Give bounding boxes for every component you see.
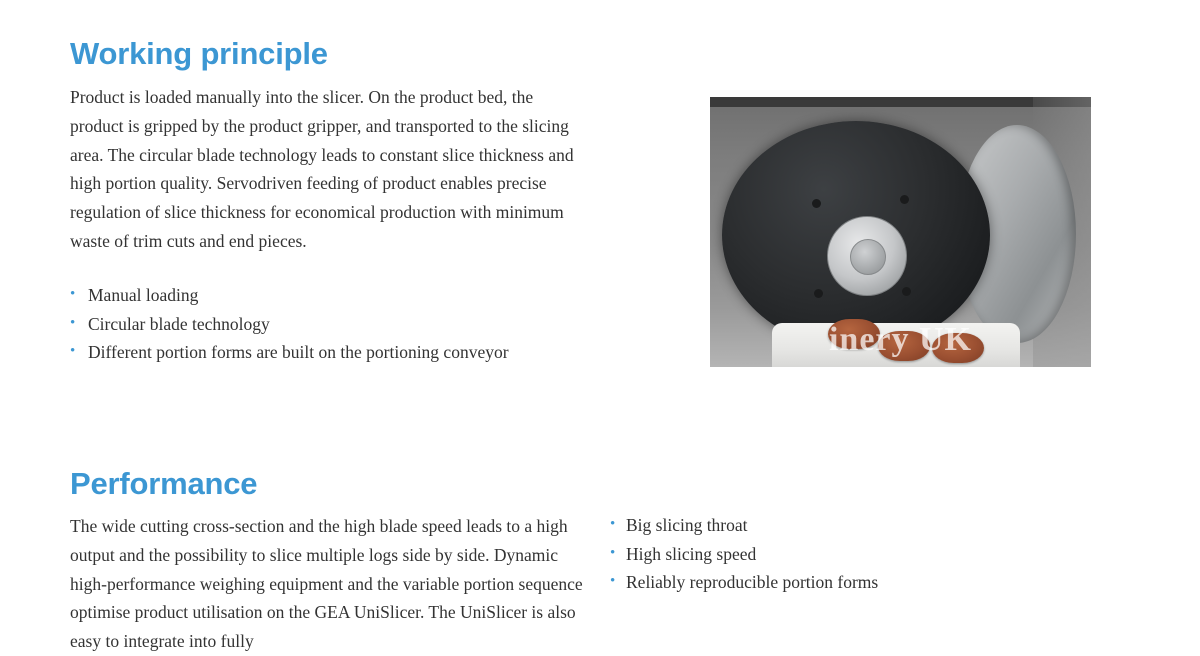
bolt-icon (902, 287, 911, 296)
product-slice (878, 331, 930, 361)
bolt-icon (814, 289, 823, 298)
list-item: • High slicing speed (610, 540, 1070, 569)
bolt-icon (812, 199, 821, 208)
page-title-performance: Performance (70, 465, 258, 501)
working-principle-bullet-list (70, 281, 610, 367)
performance-text-column (70, 512, 590, 656)
list-item: • Circular blade technology (70, 310, 610, 339)
list-item: • Big slicing throat (610, 511, 1070, 540)
working-principle-paragraph: Product is loaded manually into the slicer. On the product bed, the product is gripped by the product gripper, and transported to the slicing area. The circular blade technology leads to constant slice thickness and high portion quality. Servodriven feeding of product enables precise regulation of slice thickness for economical production with minimum waste of trim cuts and end pieces. (70, 87, 574, 251)
hub-outer (827, 216, 907, 296)
working-principle-text-column (70, 83, 590, 256)
slicer-photo (710, 97, 1091, 367)
product-slice (828, 319, 880, 349)
list-item: • Manual loading (70, 281, 610, 310)
hub-inner (850, 239, 886, 275)
image-watermark: inery UK (828, 321, 973, 358)
list-item: • Different portion forms are built on the portioning conveyor (70, 338, 610, 367)
performance-paragraph: The wide cutting cross-section and the high blade speed leads to a high output and the possibility to slice multiple logs side by side. Dynamic high-performance weighing equipment and the variable portion sequence optimise product utilisation on the GEA UniSlicer. The UniSlicer is also easy to integrate into fully (70, 516, 583, 652)
product-slice (932, 333, 984, 363)
page-title-working-principle: Working principle (70, 35, 328, 71)
blade-cover-disc (722, 121, 990, 349)
performance-bullet-list (610, 511, 1070, 597)
bolt-icon (900, 195, 909, 204)
list-item: • Reliably reproducible portion forms (610, 568, 1070, 597)
